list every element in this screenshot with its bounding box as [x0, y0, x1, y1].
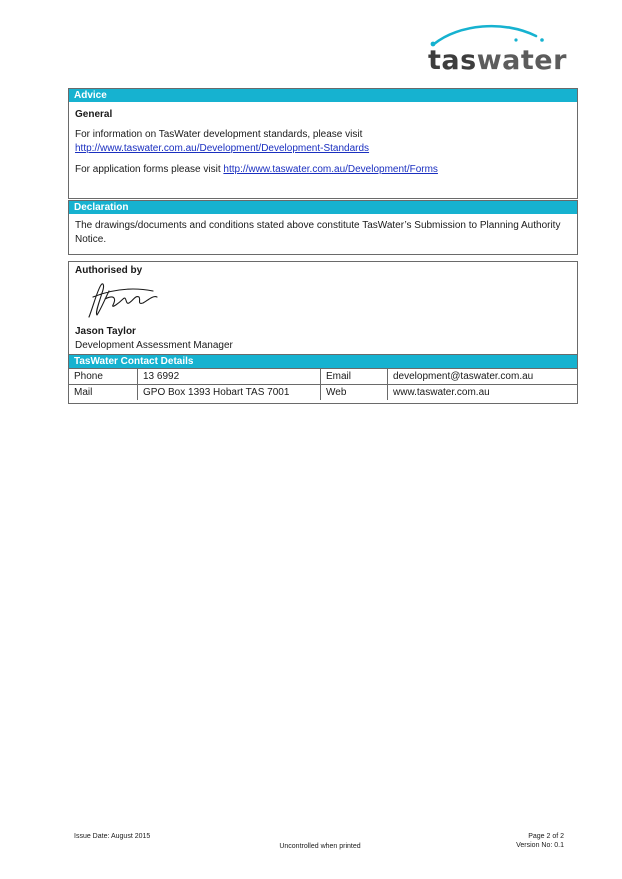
- table-row: [69, 385, 577, 401]
- declaration-section: [68, 200, 578, 255]
- signatory-role: Development Assessment Manager: [75, 340, 233, 351]
- advice-section: [68, 88, 578, 199]
- advice-subheading: General: [75, 109, 113, 120]
- development-standards-link[interactable]: http://www.taswater.com.au/Development/Development-Standards: [75, 143, 370, 154]
- contact-label-email: Email: [321, 369, 388, 385]
- contact-table: [69, 368, 577, 400]
- advice-paragraph-forms: For application forms please visit http://www.taswater.com.au/Development/Forms: [75, 164, 438, 175]
- authorised-label: Authorised by: [75, 265, 143, 276]
- contact-label-mail: Mail: [69, 385, 138, 401]
- contact-value-phone: 13 6992: [138, 369, 321, 385]
- development-forms-link[interactable]: http://www.taswater.com.au/Development/Forms: [223, 164, 438, 175]
- footer-issue-date: Issue Date: August 2015: [74, 833, 151, 840]
- footer-version: Version No: 0.1: [516, 842, 564, 849]
- contact-value-email: development@taswater.com.au: [388, 369, 578, 385]
- contact-header: TasWater Contact Details: [69, 355, 577, 368]
- signatory-name: Jason Taylor: [75, 326, 136, 337]
- signature: [83, 279, 163, 321]
- footer-uncontrolled: Uncontrolled when printed: [279, 843, 361, 850]
- contact-label-web: Web: [321, 385, 388, 401]
- authorised-section: [68, 261, 578, 354]
- contact-label-phone: Phone: [69, 369, 138, 385]
- logo-wordmark: taswater: [428, 45, 567, 76]
- contact-section: [68, 354, 578, 404]
- footer-page-info: [516, 832, 564, 850]
- advice-paragraph-standards: For information on TasWater development standards, please visit http://www.taswater.com.au/Development/Development-Standards: [75, 129, 370, 154]
- table-row: [69, 369, 577, 385]
- declaration-header: Declaration: [69, 201, 577, 214]
- taswater-logo: [424, 22, 567, 76]
- contact-value-mail: GPO Box 1393 Hobart TAS 7001: [138, 385, 321, 401]
- footer-page-number: Page 2 of 2: [528, 833, 564, 840]
- contact-value-web: www.taswater.com.au: [388, 385, 578, 401]
- advice-header: Advice: [69, 89, 577, 102]
- declaration-text: The drawings/documents and conditions stated above constitute TasWater’s Submission to Planning Authority Notice.: [75, 220, 561, 245]
